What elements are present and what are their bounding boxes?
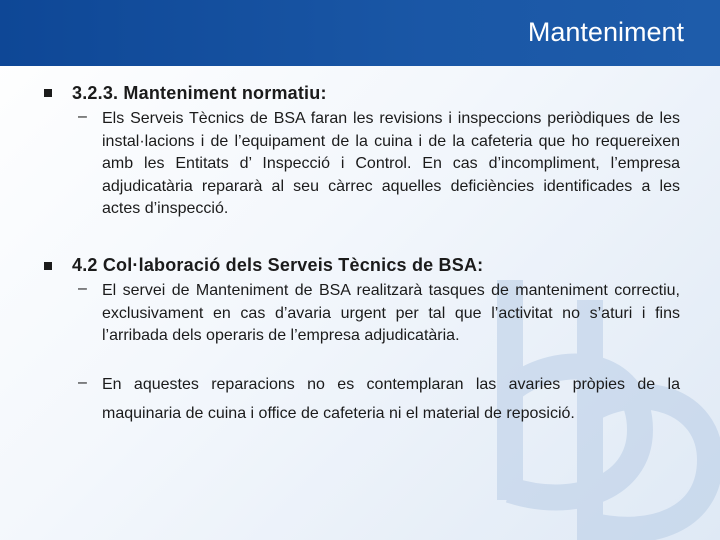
section-paragraph: El servei de Manteniment de BSA realitzarà tasques de manteniment correctiu, exclusivament en cas d’avaria urgent per tal que l’activitat no s’aturi i fins l’arribada dels operaris de l’empresa adjudicatària. [102, 282, 680, 344]
section-paragraph: Els Serveis Tècnics de BSA faran les revisions i inspeccions periòdiques de les instal·lacions i de l’equipament de la cuina i de la cafeteria que ho requereixen amb les Entitats d’ Inspecció i Control. En cas d’incompliment, l’empresa adjudicatària repararà al seu càrrec aquelles deficiències identificades a les actes d’inspecció. [102, 110, 680, 217]
section-heading: 3.2.3. Manteniment normatiu: [72, 83, 327, 103]
title-bar [0, 0, 720, 66]
bullet-icon [44, 262, 52, 270]
slide-title: Manteniment [527, 17, 684, 47]
section-heading: 4.2 Col·laboració dels Serveis Tècnics de BSA: [72, 255, 484, 275]
dash-marker: – [78, 108, 87, 125]
section-paragraph: En aquestes reparacions no es contemplaran las avaries pròpies de la maquinaria de cuina i office de cafeteria ni el material de reposició. [102, 376, 680, 422]
bullet-icon [44, 89, 52, 97]
dash-marker: – [78, 280, 87, 297]
dash-marker: – [78, 374, 87, 391]
